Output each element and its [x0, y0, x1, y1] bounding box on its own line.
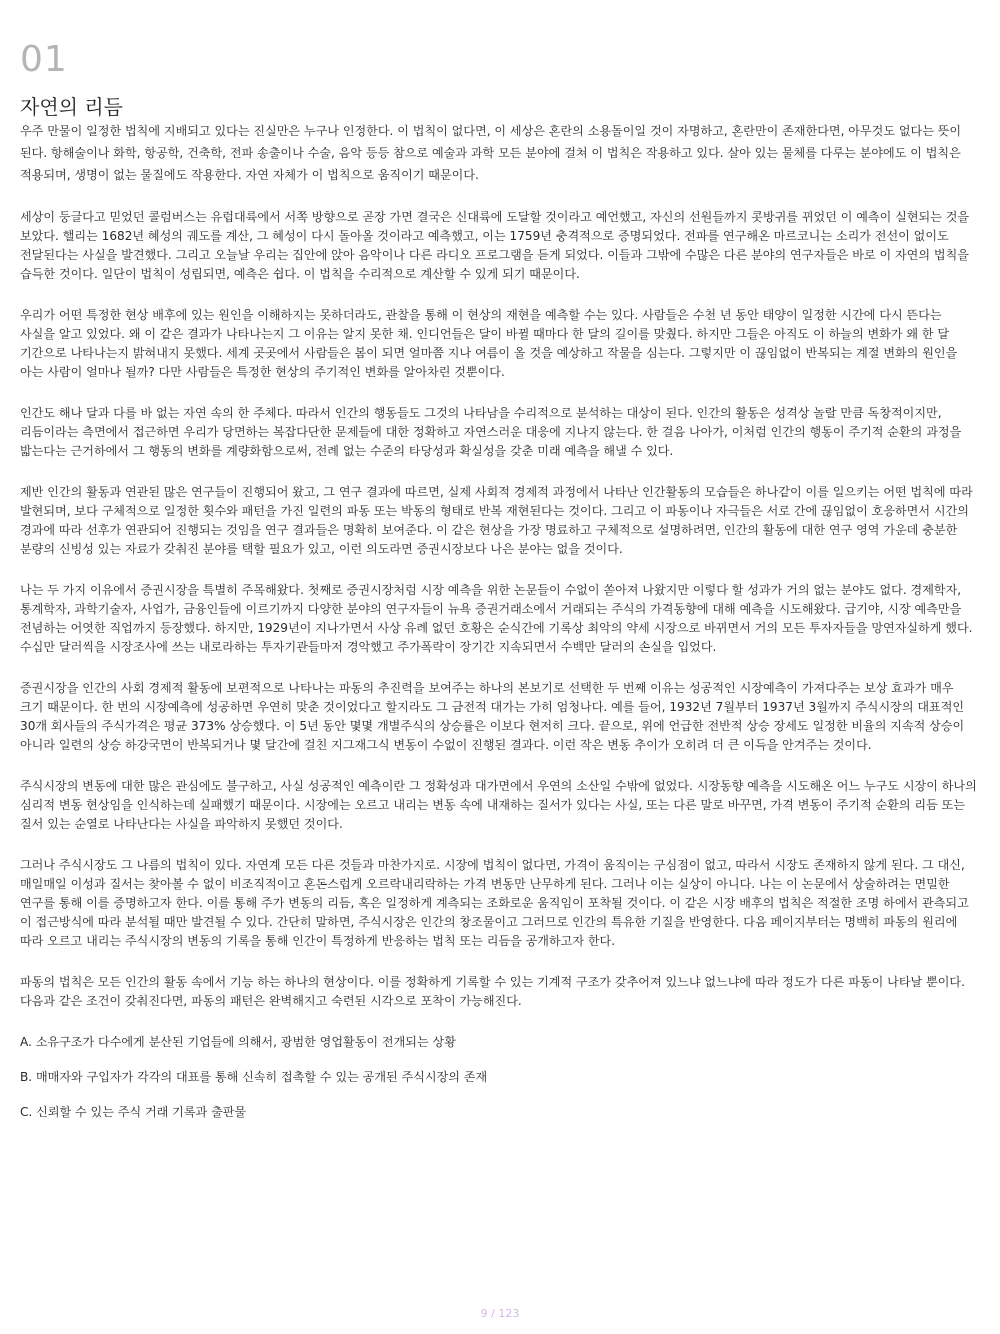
chapter-title: 자연의 리듬: [20, 95, 123, 119]
paragraph-8: 주식시장의 변동에 대한 많은 관심에도 불구하고, 사실 성공적인 예측이란 그 정확성과 대가면에서 우연의 소산일 수밖에 없었다. 시장동향 예측을 시도해온 어느 누구도 시장이 하나의 심리적 변동 현상임을 인식하는데 실패했기 때문이다. 시장에는 오르고 내리는 변동 속에 내재하는 질서가 있다는 사실, 또는 다른 말로 바꾸면, 가격 변동이 주기적 순환의 리듬 또는 질서 있는 순열로 나타난다는 사실을 파악하지 못했던 것이다.: [20, 779, 977, 831]
condition-item-a: A. 소유구조가 다수에게 분산된 기업들에 의해서, 광범한 영업활동이 전개되는 상황: [20, 1035, 456, 1049]
paragraph-2: 세상이 둥글다고 믿었던 콜럼버스는 유럽대륙에서 서쪽 방향으로 곧장 가면 결국은 신대륙에 도달할 것이라고 예언했고, 자신의 선원들까지 콧방귀를 뀌었던 이 예측이 실현되는 것을 보았다. 핼리는 1682년 혜성의 궤도를 계산, 그 혜성이 다시 돌아올 것이라고 예측했고, 이는 1759년 충격적으로 증명되었다. 전파를 연구해온 마르코니는 소리가 전선이 없이도 전달된다는 사실을 발견했다. 그리고 오늘날 우리는 집안에 앉아 음악이나 다른 라디오 프로그램을 듣게 되었다. 이들과 그밖에 수많은 다른 분야의 연구자들은 바로 이 자연의 법칙을 습득한 것이다. 일단이 법칙이 성립되면, 예측은 쉽다. 이 법칙을 수리적으로 계산할 수 있게 되기 때문이다.: [20, 210, 970, 281]
conditions-list: [20, 1033, 980, 1122]
paragraph-4: 인간도 해나 달과 다를 바 없는 자연 속의 한 주체다. 따라서 인간의 행동들도 그것의 나타남을 수리적으로 분석하는 대상이 된다. 인간의 활동은 성격상 놀랄 만큼 독창적이지만, 리듬이라는 측면에서 접근하면 우리가 당면하는 복잡다단한 문제들에 대한 정확하고 자연스러운 대응에 지나지 않는다. 한 걸음 나아가, 이처럼 인간의 행동이 주기적 순환의 과정을 밟는다는 근거하에서 그 행동의 변화를 계량화함으로써, 전례 없는 수준의 타당성과 확실성을 갖춘 미래 예측을 해낼 수 있다.: [20, 406, 962, 458]
condition-item-c: C. 신뢰할 수 있는 주식 거래 기록과 출판물: [20, 1105, 247, 1119]
condition-item-b: B. 매매자와 구입자가 각각의 대표를 통해 신속히 접촉할 수 있는 공개된 주식시장의 존재: [20, 1070, 488, 1084]
paragraph-5: 제반 인간의 활동과 연관된 많은 연구들이 진행되어 왔고, 그 연구 결과에 따르면, 실제 사회적 경제적 과정에서 나타난 인간활동의 모습들은 하나같이 이를 일으키는 어떤 법칙에 따라 발현되며, 보다 구체적으로 일정한 횟수와 패턴을 가진 일련의 파동 또는 박동의 형태로 반복 재현된다는 것이다. 그리고 이 파동이나 자극들은 서로 간에 끊임없이 호응하면서 시간의 경과에 따라 선후가 연관되어 진행되는 것임을 연구 결과들은 명확히 보여준다. 이 같은 현상을 가장 명료하고 구체적으로 설명하려면, 인간의 활동에 대한 연구 영역 가운데 충분한 분량의 신빙성 있는 자료가 갖춰진 분야를 택할 필요가 있고, 이런 의도라면 증권시장보다 나은 분야는 없을 것이다.: [20, 485, 973, 556]
paragraph-10: 파동의 법칙은 모든 인간의 활동 속에서 기능 하는 하나의 현상이다. 이를 정확하게 기록할 수 있는 기계적 구조가 갖추어져 있느냐 없느냐에 따라 정도가 다른 파동이 나타날 뿐이다. 다음과 같은 조건이 갖춰진다면, 파동의 패턴은 완벽해지고 숙련된 시각으로 포착이 가능해진다.: [20, 975, 965, 1008]
paragraph-1: 우주 만물이 일정한 법칙에 지배되고 있다는 진실만은 누구나 인정한다. 이 법칙이 없다면, 이 세상은 혼란의 소용돌이일 것이 자명하고, 혼란만이 존재한다면, 아무것도 없다는 뜻이 된다. 항해술이나 화학, 항공학, 건축학, 전파 송출이나 수술, 음악 등등 참으로 예술과 과학 모든 분야에 걸쳐 이 법칙은 작용하고 있다. 살아 있는 물체를 다루는 분야에도 이 법칙은 적용되며, 생명이 없는 물질에도 작용한다. 자연 자체가 이 법칙으로 움직이기 때문이다.: [20, 124, 962, 182]
paragraph-7: 증권시장을 인간의 사회 경제적 활동에 보편적으로 나타나는 파동의 추진력을 보여주는 하나의 본보기로 선택한 두 번째 이유는 성공적인 시장예측이 가져다주는 보상 효과가 매우 크기 때문이다. 한 번의 시장예측에 성공하면 우연히 맞춘 것이었다고 할지라도 그 금전적 대가는 가히 엄청나다. 예를 들어, 1932년 7월부터 1937년 3월까지 주식시장의 대표적인 30개 회사들의 주식가격은 평균 373% 상승했다. 이 5년 동안 몇몇 개별주식의 상승률은 이보다 현저히 크다. 끝으로, 위에 언급한 전반적 상승 장세도 일정한 비율의 지속적 상승이 아니라 일련의 상승 하강국면이 반복되거나 몇 달간에 걸친 지그재그식 변동이 수없이 진행된 결과다. 이런 작은 변동 추이가 오히려 더 큰 이득을 안겨주는 것이다.: [20, 681, 965, 752]
page-indicator: 9 / 123: [480, 1307, 520, 1320]
paragraph-6: 나는 두 가지 이유에서 증권시장을 특별히 주목해왔다. 첫째로 증권시장처럼 시장 예측을 위한 논문들이 수없이 쏟아져 나왔지만 이렇다 할 성과가 거의 없는 분야도 없다. 경제학자, 통계학자, 과학기술자, 사업가, 금융인들에 이르기까지 다양한 분야의 연구자들이 뉴욕 증권거래소에서 거래되는 주식의 가격동향에 대해 예측을 시도해왔다. 급기야, 시장 예측만을 전념하는 어엿한 직업까지 등장했다. 하지만, 1929년이 지나가면서 사상 유례 없던 호황은 순식간에 기록상 최악의 약세 시장으로 바뀌면서 거의 모든 투자자들을 망연자실하게 했다. 수십만 달러씩을 시장조사에 쓰는 내로라하는 투자기관들마저 경악했고 주가폭락이 장기간 지속되면서 수백만 달러의 손실을 입었다.: [20, 583, 973, 654]
paragraph-3: 우리가 어떤 특정한 현상 배후에 있는 원인을 이해하지는 못하더라도, 관찰을 통해 이 현상의 재현을 예측할 수는 있다. 사람들은 수천 년 동안 태양이 일정한 시간에 다시 뜬다는 사실을 알고 있었다. 왜 이 같은 결과가 나타나는지 그 이유는 알지 못한 채. 인디언들은 달이 바뀔 때마다 한 달의 길이를 맞췄다. 하지만 그들은 아직도 이 하늘의 변화가 왜 한 달 기간으로 나타나는지 밝혀내지 못했다. 세계 곳곳에서 사람들은 봄이 되면 얼마쯤 지나 여름이 올 것을 예상하고 작물을 심는다. 그렇지만 이 끊임없이 반복되는 계절 변화의 원인을 아는 사람이 얼마나 될까? 다만 사람들은 특정한 현상의 주기적인 변화를 알아차린 것뿐이다.: [20, 308, 958, 379]
chapter-number: 01: [20, 39, 68, 80]
paragraph-9: 그러나 주식시장도 그 나름의 법칙이 있다. 자연계 모든 다른 것들과 마찬가지로. 시장에 법칙이 없다면, 가격이 움직이는 구심점이 없고, 따라서 시장도 존재하지 않게 된다. 그 대신, 매일매일 이성과 질서는 찾아볼 수 없이 비조직적이고 혼돈스럽게 오르락내리락하는 가격 변동만 난무하게 된다. 그러나 이는 실상이 아니다. 나는 이 논문에서 상술하려는 면밀한 연구를 통해 이를 증명하고자 한다. 이를 통해 주가 변동의 리듬, 혹은 일정하게 계측되는 조화로운 움직임이 포착될 것이다. 이 같은 시장 배후의 법칙은 적절한 조명 하에서 관측되고 이 접근방식에 따라 분석될 때만 발견될 수 있다. 간단히 말하면, 주식시장은 인간의 창조물이고 그러므로 인간의 특유한 기질을 반영한다. 다음 페이지부터는 명백히 파동의 원리에 따라 오르고 내리는 주식시장의 변동의 기록을 통해 인간이 특정하게 반응하는 법칙 또는 리듬을 공개하고자 한다.: [20, 858, 969, 948]
